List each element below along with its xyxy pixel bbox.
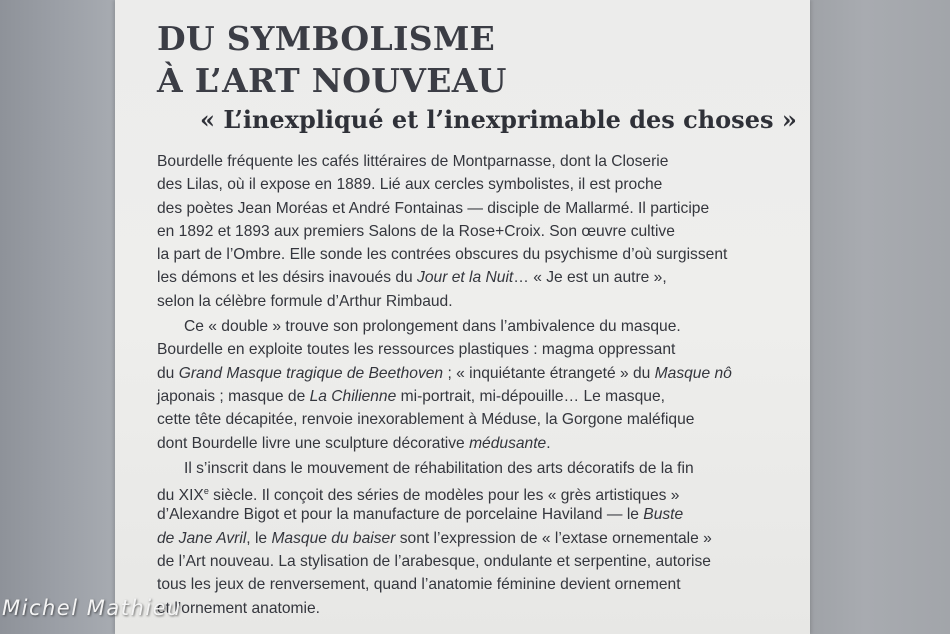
panel-title-line: DU SYMBOLISME [157,19,496,58]
artwork-title: La Chilienne [309,387,397,405]
text-span: mi-portrait, mi-dépouille… Le masque, [396,387,665,405]
text-span: ; « inquiétante étrangeté » du [443,364,655,382]
artwork-title: de Jane Avril [157,529,247,547]
artwork-title: Grand Masque tragique de Beethoven [178,364,444,382]
text-line: Bourdelle en exploite toutes les ressources plastiques : magma oppressant [157,341,676,359]
text-line: en 1892 et 1893 aux premiers Salons de la Rose+Croix. Son œuvre cultive [157,222,675,240]
text-line [157,266,797,289]
gallery-wall [808,0,950,634]
text-span: , le [246,529,272,547]
text-line [157,527,797,550]
superscript: e [203,486,209,497]
text-span: dont Bourdelle livre une sculpture décorative [157,434,470,452]
paragraph-1 [157,150,797,313]
text-line: Bourdelle fréquente les cafés littéraires de Montparnasse, dont la Closerie [157,153,669,170]
artwork-title: Masque du baiser [271,529,396,547]
text-span: siècle. Il conçoit des séries de modèles pour les « grès artistiques » [208,487,680,505]
text-line: Il s’inscrit dans le mouvement de réhabilitation des arts décoratifs de la fin [184,459,694,477]
emphasized-word: médusante [469,434,547,452]
text-line: la part de l’Ombre. Elle sonde les contrées obscures du psychisme d’où surgissent [157,246,728,264]
panel-body-text [157,150,797,620]
artwork-title: Buste [643,506,684,524]
photographer-watermark: Michel Mathieu [2,596,182,620]
text-span: . [546,434,551,452]
paragraph-2 [157,315,797,455]
text-span: du XIX [157,487,204,505]
text-span: du [157,364,179,382]
text-line [157,480,797,503]
text-line: selon la célèbre formule d’Arthur Rimbaud. [157,292,453,310]
text-line: de l’Art nouveau. La stylisation de l’arabesque, ondulante et serpentine, autorise [157,553,711,571]
text-line: des poètes Jean Moréas et André Fontainas — disciple de Mallarmé. Il participe [157,199,710,217]
panel-subtitle: « L’inexpliqué et l’inexprimable des choses » [200,105,797,134]
text-line: Ce « double » trouve son prolongement dans l’ambivalence du masque. [184,318,681,336]
text-line [157,432,797,455]
exhibition-panel [115,0,810,634]
panel-title-line: À L’ART NOUVEAU [157,61,507,100]
text-span: les démons et les désirs inavoués du [157,269,418,287]
text-line [157,362,797,385]
text-line [157,503,797,526]
artwork-title: Jour et la Nuit [417,269,514,287]
text-span: sont l’expression de « l’extase ornementale » [395,529,712,547]
text-line [157,385,797,408]
text-line: et l’ornement anatomie. [157,599,320,617]
text-span: d’Alexandre Bigot et pour la manufacture de porcelaine Haviland — le [157,506,644,524]
text-line: tous les jeux de renversement, quand l’anatomie féminine devient ornement [157,576,681,594]
panel-title [157,18,507,102]
paragraph-3 [157,457,797,620]
text-line: cette tête décapitée, renvoie inexorablement à Méduse, la Gorgone maléfique [157,411,695,429]
artwork-title: Masque nô [654,364,732,382]
text-span: japonais ; masque de [157,387,310,405]
text-span: … « Je est un autre », [513,269,667,287]
text-line: des Lilas, où il expose en 1889. Lié aux cercles symbolistes, il est proche [157,176,663,194]
